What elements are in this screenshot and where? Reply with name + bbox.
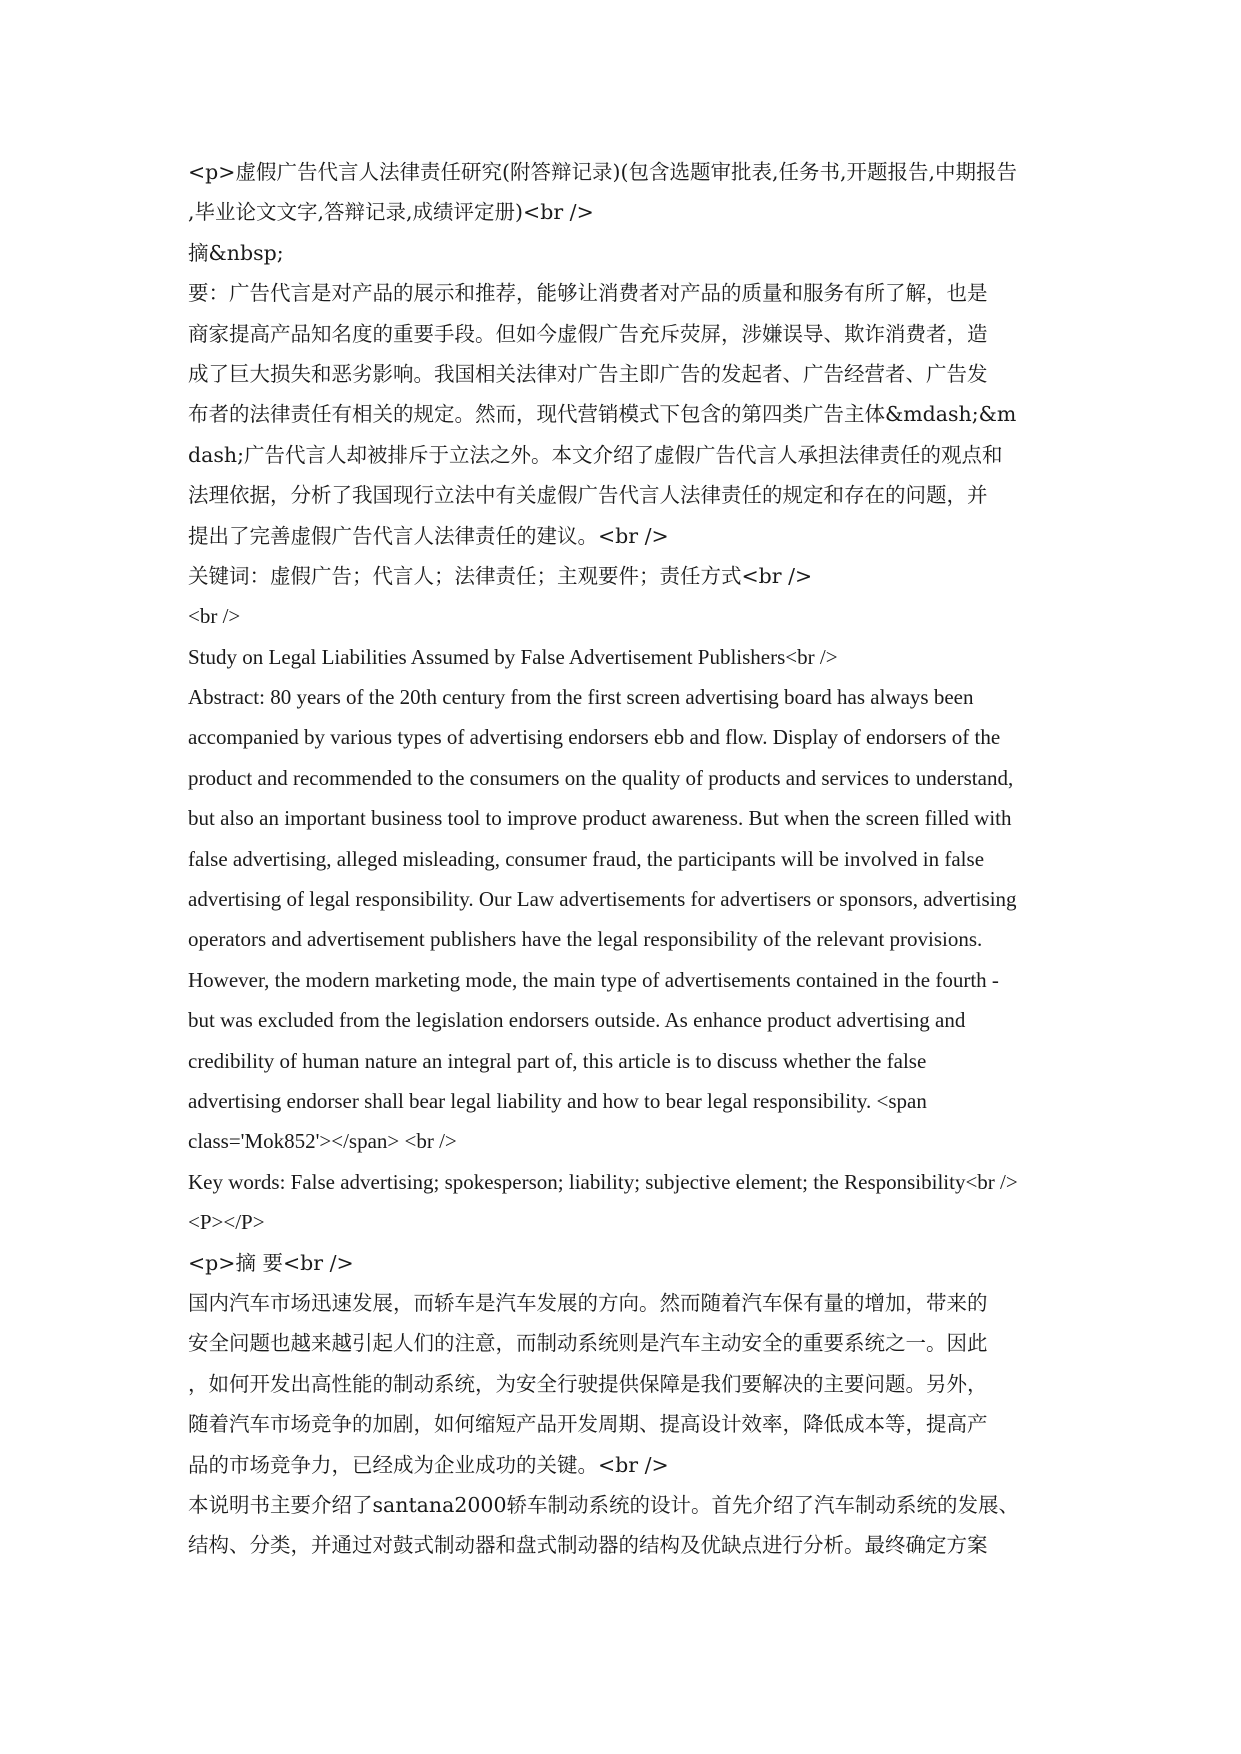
- text-line: Abstract: 80 years of the 20th century from the first screen advertising board has always been: [188, 685, 974, 710]
- text-line: operators and advertisement publishers have the legal responsibility of the relevant provisions.: [188, 927, 983, 952]
- text-line: advertising endorser shall bear legal liability and how to bear legal responsibility. <span: [188, 1088, 927, 1113]
- text-line: However, the modern marketing mode, the main type of advertisements contained in the fourth -: [188, 967, 999, 992]
- text-line: 结构、分类，并通过对鼓式制动器和盘式制动器的结构及优缺点进行分析。最终确定方案: [188, 1533, 988, 1558]
- text-line: 本说明书主要介绍了santana2000轿车制动系统的设计。首先介绍了汽车制动系统的发展、: [188, 1492, 1019, 1517]
- text-line: <p>摘 要<br />: [188, 1250, 354, 1275]
- text-line: accompanied by various types of advertising endorsers ebb and flow. Display of endorsers of the: [188, 725, 1001, 750]
- text-line: 摘&nbsp;: [188, 240, 284, 265]
- text-line: 随着汽车市场竞争的加剧，如何缩短产品开发周期、提高设计效率，降低成本等，提高产: [188, 1412, 988, 1437]
- text-line: 商家提高产品知名度的重要手段。但如今虚假广告充斥荧屏，涉嫌误导、欺诈消费者，造: [188, 321, 988, 346]
- text-line: dash;广告代言人却被排斥于立法之外。本文介绍了虚假广告代言人承担法律责任的观点和: [188, 442, 1003, 467]
- text-line: 成了巨大损失和恶劣影响。我国相关法律对广告主即广告的发起者、广告经营者、广告发: [188, 361, 988, 386]
- text-line: advertising of legal responsibility. Our Law advertisements for advertisers or sponsors, advertising: [188, 887, 1017, 912]
- text-line: <br />: [188, 604, 241, 629]
- text-line: credibility of human nature an integral part of, this article is to discuss whether the false: [188, 1048, 927, 1073]
- text-line: 提出了完善虚假广告代言人法律责任的建议。<br />: [188, 523, 669, 548]
- text-line: <P></P>: [188, 1210, 265, 1235]
- text-line: 安全问题也越来越引起人们的注意，而制动系统则是汽车主动安全的重要系统之一。因此: [188, 1331, 988, 1356]
- text-line: class='Mok852'></span> <br />: [188, 1129, 457, 1154]
- text-line: false advertising, alleged misleading, consumer fraud, the participants will be involved in false: [188, 846, 985, 871]
- text-line: <p>虚假广告代言人法律责任研究(附答辩记录)(包含选题审批表,任务书,开题报告,中期报告: [188, 160, 1018, 184]
- text-line: Key words: False advertising; spokesperson; liability; subjective element; the Responsibility<br />: [188, 1169, 1018, 1194]
- text-line: Study on Legal Liabilities Assumed by False Advertisement Publishers<br />: [188, 644, 838, 669]
- text-line: but was excluded from the legislation endorsers outside. As enhance product advertising and: [188, 1008, 966, 1033]
- text-line: ，如何开发出高性能的制动系统，为安全行驶提供保障是我们要解决的主要问题。另外，: [188, 1371, 988, 1396]
- text-line: but also an important business tool to improve product awareness. But when the screen filled with: [188, 806, 1012, 831]
- text-line: 法理依据，分析了我国现行立法中有关虚假广告代言人法律责任的规定和存在的问题，并: [188, 483, 988, 508]
- text-line: 要：广告代言是对产品的展示和推荐，能够让消费者对产品的质量和服务有所了解，也是: [188, 281, 988, 306]
- text-line: 关键词：虚假广告；代言人；法律责任；主观要件；责任方式<br />: [188, 563, 813, 588]
- text-line: 布者的法律责任有相关的规定。然而，现代营销模式下包含的第四类广告主体&mdash;&m: [188, 402, 1017, 427]
- text-line: 品的市场竞争力，已经成为企业成功的关键。<br />: [188, 1452, 669, 1477]
- document-body: [188, 152, 1058, 1566]
- text-line: product and recommended to the consumers on the quality of products and services to understand,: [188, 765, 1014, 790]
- text-line: 国内汽车市场迅速发展，而轿车是汽车发展的方向。然而随着汽车保有量的增加，带来的: [188, 1290, 988, 1315]
- text-line: ,毕业论文文字,答辩记录,成绩评定册)<br />: [188, 200, 594, 225]
